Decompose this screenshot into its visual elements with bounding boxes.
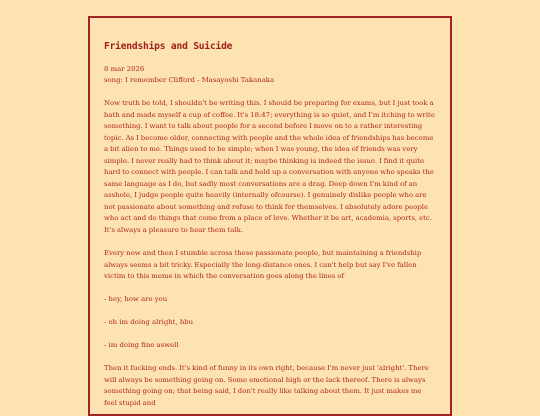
- post-card: [88, 16, 452, 416]
- post-date: 8 mar 2026: [104, 65, 145, 73]
- dialogue-line: - oh im doing alright, hbu: [104, 318, 194, 327]
- dialogue-line: - im doing fine aswell: [104, 341, 179, 350]
- post-song: song: I remember Clifford - Masayoshi Takanaka: [104, 76, 275, 84]
- post-paragraph: Now truth be told, I shouldn't be writing this. I should be preparing for exams, but I just took a bath and made myself a cup of coffee. It's 18:47; everything is so quiet, and I'm itching to write something. I want to talk about people for a second before I move on to a rather interesting topic. As I become older, connecting with people and the whole idea of friendships has become a bit alien to me. Things used to be simple; when I was young, the idea of friends was very simple. I never really had to think about it; maybe thinking is indeed the issue. I find it quite hard to connect with people. I can talk and hold up a conversation with anyone who speaks the same language as I do, but sadly most conversations are a drag. Deep down I'm kind of an asshole, I judge people quite heavily (internally ofcourse). I genuinely dislike people who are not passionate about something and refuse to think for themselves. I absolutely adore people who act and do things that come from a place of love. Whether it be art, academia, sports, etc. It's always a pleasure to hear them talk.: [104, 99, 435, 235]
- dialogue-line: - hey, how are you: [104, 295, 168, 304]
- post-paragraph: Then it fucking ends. It's kind of funny in its own right, because I'm never just 'alright'. There will always be something going on. Some emotional high or the lack thereof. There is always something going on; that being said, I don't really like talking about them. It just makes me feel stupid and: [104, 364, 429, 407]
- post-paragraph: Every now and then I stumble across these passionate people, but maintaining a friendship always seems a bit tricky. Especially the long-distance ones. I can't help but say I've fallen victim to this meme in which the conversation goes along the lines of: [104, 249, 422, 281]
- post-meta: [104, 64, 436, 86]
- post-title: Friendships and Suicide: [104, 41, 233, 52]
